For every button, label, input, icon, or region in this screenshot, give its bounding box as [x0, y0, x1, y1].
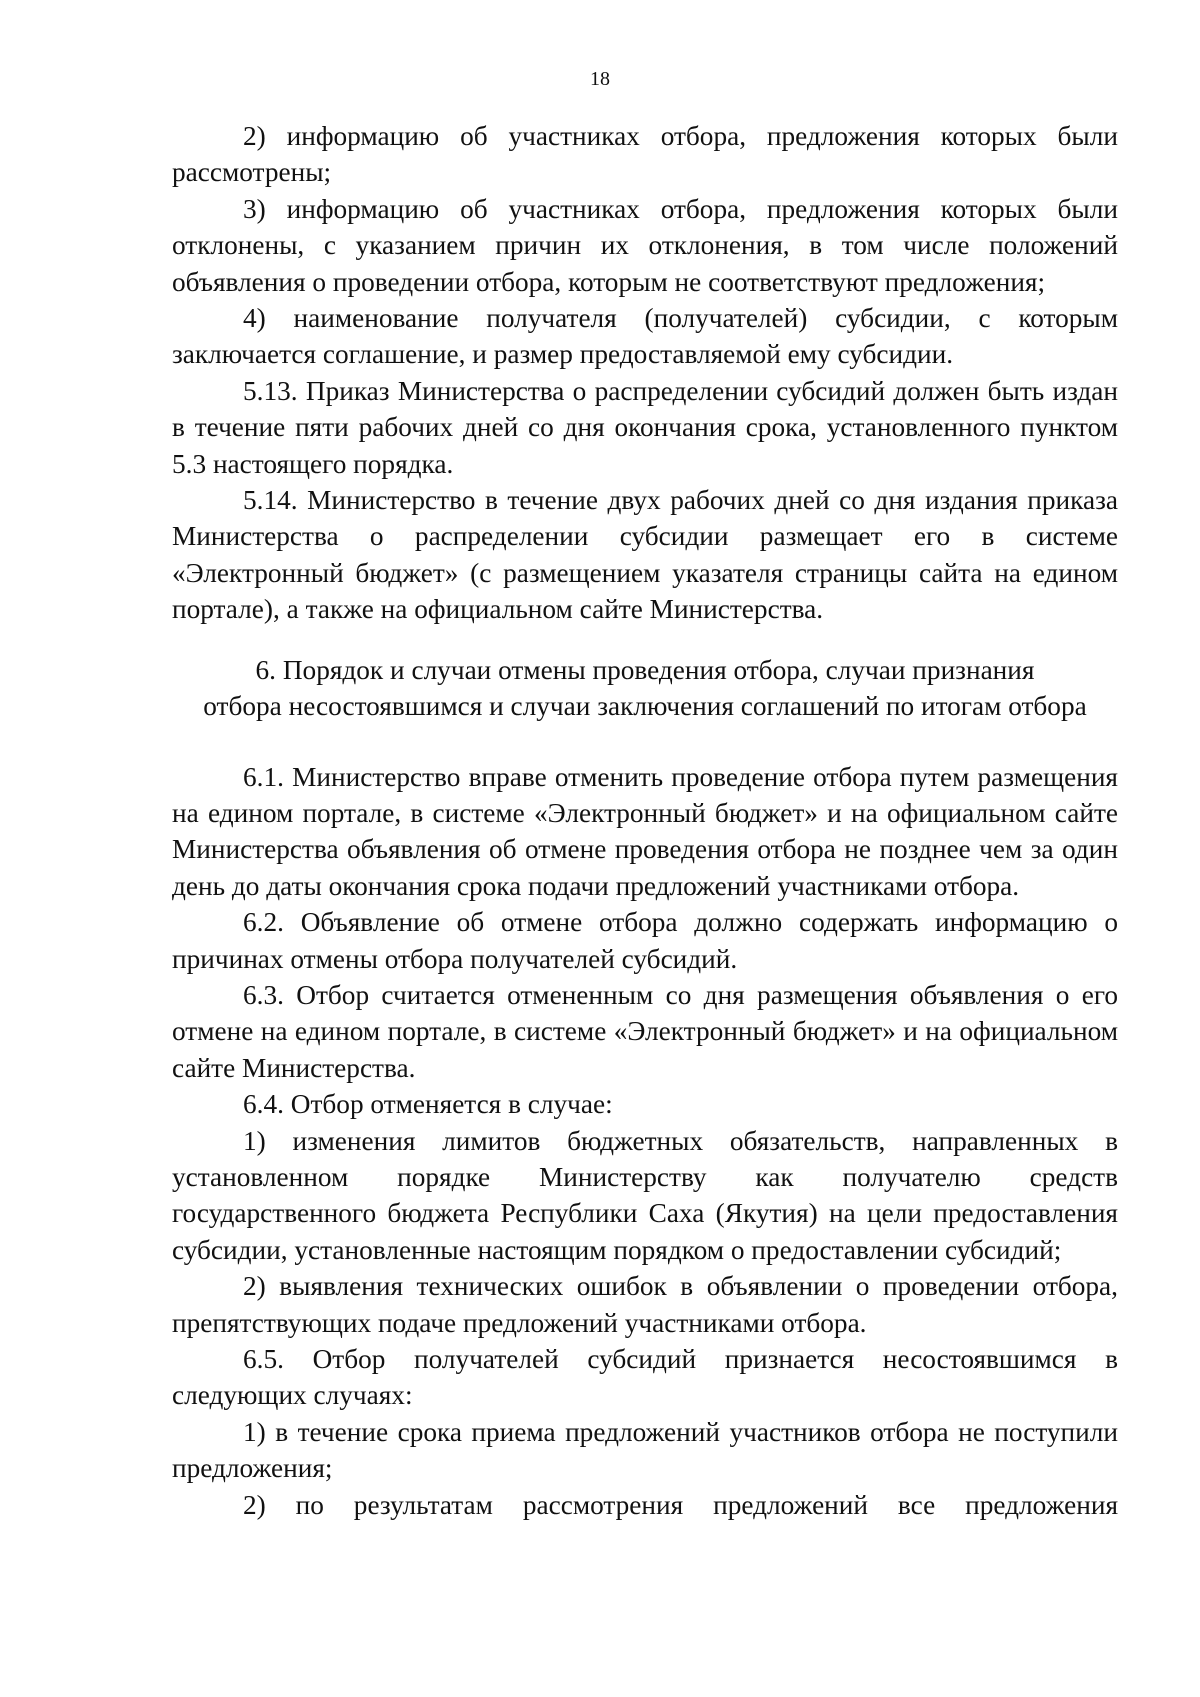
paragraph: 6.4. Отбор отменяется в случае: — [243, 1089, 613, 1120]
section-heading — [172, 652, 1118, 725]
page-number: 18 — [590, 68, 610, 90]
paragraph: 6.1. Министерство вправе отменить проведение отбора путем размещения на едином портале, в системе «Электронный бюджет» и на официальном сайте Министерства объявления об отмене проведения отбора не позднее чем за один день до даты окончания срока подачи предложений участниками отбора. — [172, 761, 1118, 901]
paragraph: 6.3. Отбор считается отмененным со дня размещения объявления о его отмене на едином портале, в системе «Электронный бюджет» и на официальном сайте Министерства. — [172, 979, 1118, 1083]
paragraph: 2) по результатам рассмотрения предложений все предложения — [243, 1489, 1118, 1520]
paragraph: 1) изменения лимитов бюджетных обязательств, направленных в установленном порядке Министерству как получателю средств государственного бюджета Республики Саха (Якутия) на цели предоставления субсидии, установленные настоящим порядком о предоставлении субсидий; — [172, 1125, 1118, 1265]
section-heading-line: отбора несостоявшимся и случаи заключения соглашений по итогам отбора — [203, 691, 1087, 722]
paragraph: 1) в течение срока приема предложений участников отбора не поступили предложения; — [172, 1416, 1118, 1484]
paragraph: 6.2. Объявление об отмене отбора должно содержать информацию о причинах отмены отбора получателей субсидий. — [172, 907, 1118, 974]
paragraph: 6.5. Отбор получателей субсидий признается несостоявшимся в следующих случаях: — [172, 1344, 1118, 1411]
paragraph: 5.13. Приказ Министерства о распределении субсидий должен быть издан в течение пяти рабочих дней со дня окончания срока, установленного пунктом 5.3 настоящего порядка. — [172, 375, 1118, 479]
paragraph: 2) информацию об участниках отбора, предложения которых были рассмотрены; — [172, 121, 1118, 188]
paragraph: 3) информацию об участниках отбора, предложения которых были отклонены, с указанием причин их отклонения, в том числе положений объявления о проведении отбора, которым не соответствуют предложения; — [172, 193, 1118, 297]
section-heading-line: 6. Порядок и случаи отмены проведения отбора, случаи признания — [255, 654, 1035, 685]
document-body — [172, 118, 1118, 1523]
paragraph: 5.14. Министерство в течение двух рабочих дней со дня издания приказа Министерства о распределении субсидии размещает его в системе «Электронный бюджет» (с размещением указателя страницы сайта на едином портале), а также на официальном сайте Министерства. — [172, 485, 1118, 625]
paragraph: 4) наименование получателя (получателей) субсидии, с которым заключается соглашение, и размер предоставляемой ему субсидии. — [172, 303, 1118, 370]
paragraph: 2) выявления технических ошибок в объявлении о проведении отбора, препятствующих подаче предложений участниками отбора. — [172, 1271, 1118, 1338]
